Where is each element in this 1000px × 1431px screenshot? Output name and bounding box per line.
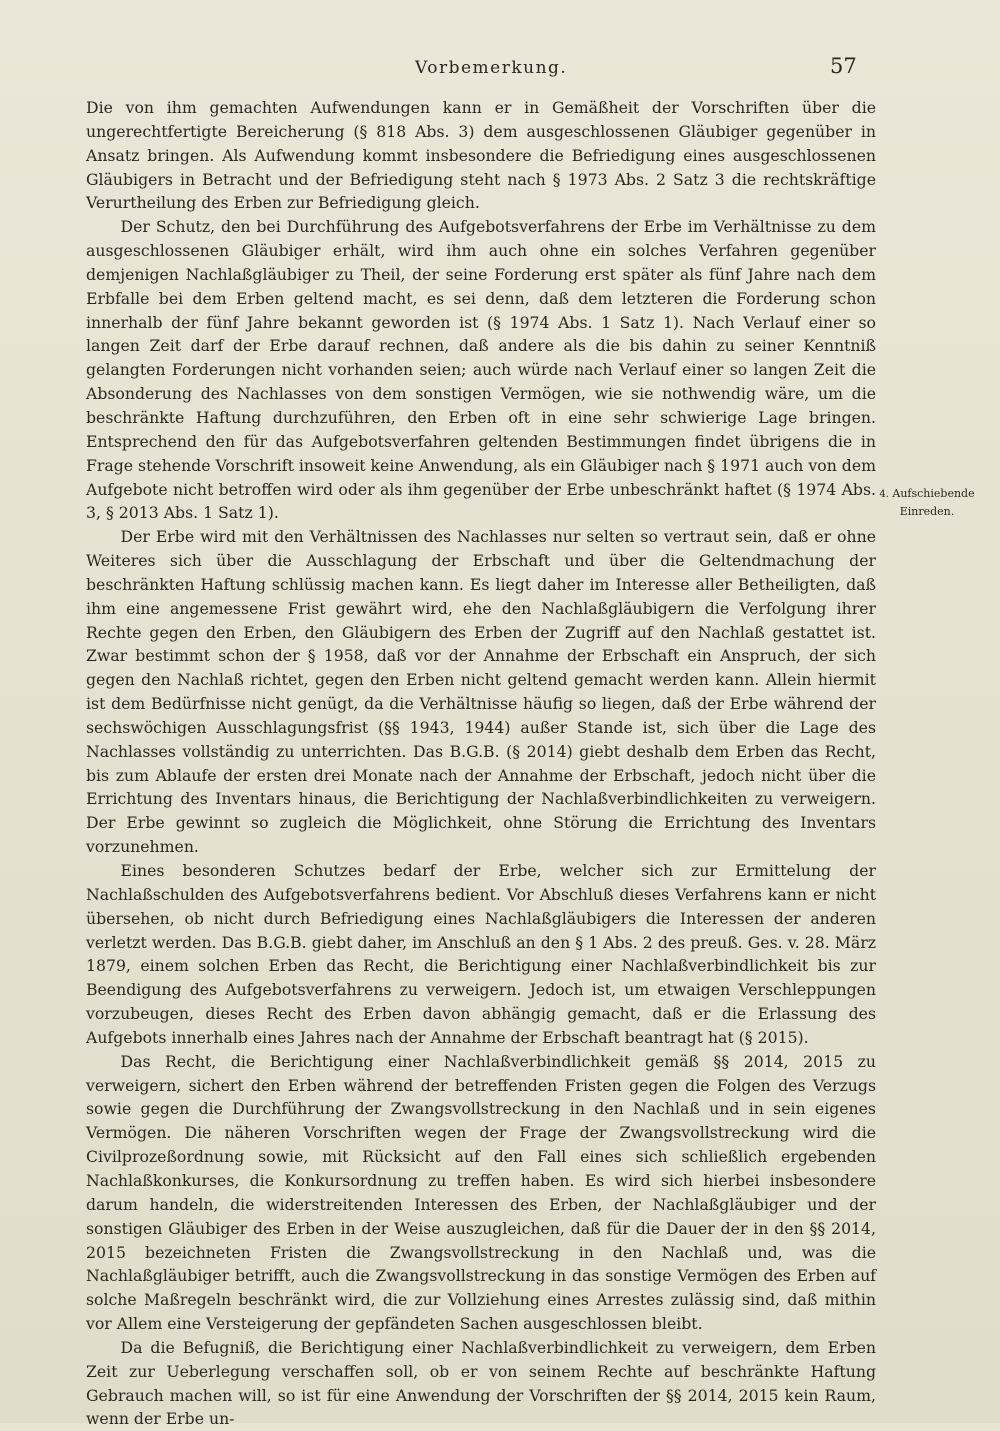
- paragraph: Da die Befugniß, die Berichtigung einer Nachlaßverbindlichkeit zu verweigern, dem Erben Zeit zur Ueberlegung verschaffen soll, ob er von seinem Rechte auf beschränkte Haftung Gebrauch machen will, so ist für eine Anwendung der Vorschriften der §§ 2014, 2015 kein Raum, wenn der Erbe un-: [86, 1337, 876, 1429]
- paragraph: Eines besonderen Schutzes bedarf der Erbe, welcher sich zur Ermittelung der Nachlaßschulden des Aufgebotsverfahrens bedient. Vor Abschluß dieses Verfahrens kann er nicht übersehen, ob nicht durch Befriedigung eines Nachlaßgläubigers die Interessen der anderen verletzt werden. Das B.G.B. giebt daher, im Anschluß an den § 1 Abs. 2 des preuß. Ges. v. 28. März 1879, einem solchen Erben das Recht, die Berichtigung einer Nachlaßverbindlichkeit bis zur Beendigung des Aufgebotsverfahrens zu verweigern. Jedoch ist, um etwaigen Verschleppungen vorzubeugen, dieses Recht des Erben davon abhängig gemacht, daß er die Erlassung des Aufgebots innerhalb eines Jahres nach der Annahme der Erbschaft beantragt hat (§ 2015).: [86, 861, 876, 1047]
- page-number: 57: [830, 54, 857, 78]
- body-text: [86, 96, 876, 1431]
- page-header: [0, 52, 1000, 82]
- paragraph: Das Recht, die Berichtigung einer Nachlaßverbindlichkeit gemäß §§ 2014, 2015 zu verweigern, sichert den Erben während der betreffenden Fristen gegen die Folgen des Verzugs sowie gegen die Durchführung der Zwangsvollstreckung in den Nachlaß und in sein eigenes Vermögen. Die näheren Vorschriften wegen der Frage der Zwangsvollstreckung wird die Civilprozeßordnung sowie, mit Rücksicht auf den Fall eines sich schließlich ergebenden Nachlaßkonkurses, die Konkursordnung zu treffen haben. Es wird sich hierbei insbesondere darum handeln, die widerstreitenden Interessen des Erben, der Nachlaßgläubiger und der sonstigen Gläubiger des Erben in der Weise auszugleichen, daß für die Dauer der in den §§ 2014, 2015 bezeichneten Fristen die Zwangsvollstreckung in den Nachlaß und, was die Nachlaßgläubiger betrifft, auch die Zwangsvollstreckung in das sonstige Vermögen des Erben auf solche Maßregeln beschränkt wird, die zur Vollziehung eines Arrestes zulässig sind, daß mithin vor Allem eine Versteigerung der gepfändeten Sachen ausgeschlossen bleibt.: [86, 1051, 876, 1334]
- paragraph: Die von ihm gemachten Aufwendungen kann er in Gemäßheit der Vorschriften über die ungerechtfertigte Bereicherung (§ 818 Abs. 3) dem ausgeschlossenen Gläubiger gegenüber in Ansatz bringen. Als Aufwendung kommt insbesondere die Befriedigung eines ausgeschlossenen Gläubigers in Betracht und der Befriedigung steht nach § 1973 Abs. 2 Satz 3 die rechtskräftige Verurtheilung des Erben zur Befriedigung gleich.: [86, 98, 876, 213]
- marginal-note-number: 4.: [879, 489, 889, 500]
- marginal-note: [872, 485, 982, 520]
- paragraph: Der Schutz, den bei Durchführung des Aufgebotsverfahrens der Erbe im Verhältnisse zu dem ausgeschlossenen Gläubiger erhält, wird ihm auch ohne ein solches Verfahren gegenüber demjenigen Nachlaßgläubiger zu Theil, der seine Forderung erst später als fünf Jahre nach dem Erbfalle bei dem Erben geltend macht, es sei denn, daß dem letzteren die Forderung schon innerhalb der fünf Jahre bekannt geworden ist (§ 1974 Abs. 1 Satz 1). Nach Verlauf einer so langen Zeit darf der Erbe darauf rechnen, daß andere als die bis dahin zu seiner Kenntniß gelangten Forderungen nicht vorhanden seien; auch würde nach Verlauf einer so langen Zeit die Absonderung des Nachlasses von dem sonstigen Vermögen, wie sie nothwendig wäre, um die beschränkte Haftung durchzuführen, den Erben oft in eine sehr schwierige Lage bringen. Entsprechend den für das Aufgebotsverfahren geltenden Bestimmungen findet übrigens die in Frage stehende Vorschrift insoweit keine Anwendung, als ein Gläubiger nach § 1971 auch von dem Aufgebote nicht betroffen wird oder als ihm gegenüber der Erbe unbeschränkt haftet (§ 1974 Abs. 3, § 2013 Abs. 1 Satz 1).: [86, 217, 876, 523]
- marginal-note-line: Einreden.: [899, 505, 955, 518]
- paragraph: Der Erbe wird mit den Verhältnissen des Nachlasses nur selten so vertraut sein, daß er ohne Weiteres sich über die Ausschlagung der Erbschaft und über die Geltendmachung der beschränkten Haftung schlüssig machen kann. Es liegt daher im Interesse aller Betheiligten, daß ihm eine angemessene Frist gewährt wird, ehe den Nachlaßgläubigern die Verfolgung ihrer Rechte gegen den Erben, den Gläubigern des Erben der Zugriff auf den Nachlaß gestattet ist. Zwar bestimmt schon der § 1958, daß vor der Annahme der Erbschaft ein Anspruch, der sich gegen den Nachlaß richtet, gegen den Erben nicht geltend gemacht werden kann. Allein hiermit ist dem Bedürfnisse nicht genügt, da die Verhältnisse häufig so liegen, daß der Erbe während der sechswöchigen Ausschlagungsfrist (§§ 1943, 1944) außer Stande ist, sich über die Lage des Nachlasses vollständig zu unterrichten. Das B.G.B. (§ 2014) giebt deshalb dem Erben das Recht, bis zum Ablaufe der ersten drei Monate nach der Annahme der Erbschaft, jedoch nicht über die Errichtung des Inventars hinaus, die Berichtigung der Nachlaßverbindlichkeiten zu verweigern. Der Erbe gewinnt so zugleich die Möglichkeit, ohne Störung die Errichtung des Inventars vorzunehmen.: [86, 527, 876, 857]
- running-title: Vorbemerkung.: [415, 58, 568, 78]
- marginal-note-line: Aufschiebende: [892, 487, 975, 500]
